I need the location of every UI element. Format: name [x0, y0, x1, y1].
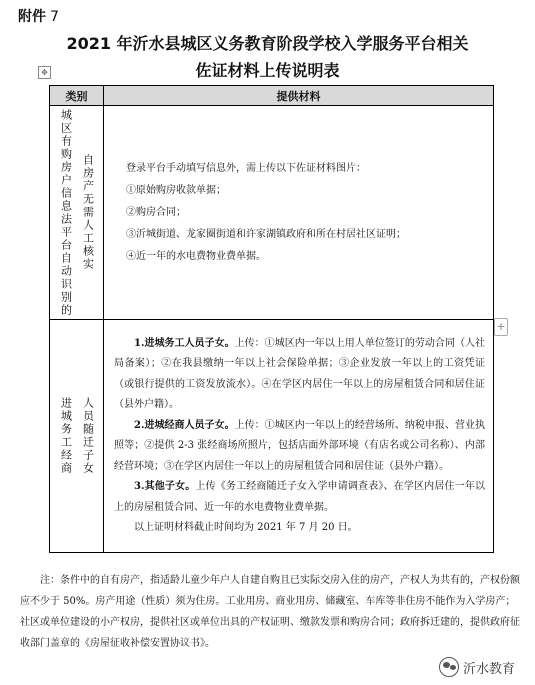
footnote — [20, 570, 520, 654]
materials-cell — [104, 320, 494, 553]
category-text-col1: 城区有购房户信息法平台自动识别的 — [59, 108, 73, 317]
material-text: 上传：①城区内一年以上用人单位签订的劳动合同（人社局备案）；②在我县缴纳一年以上社会保险单据；③企业发放一年以上的工资凭证（或银行提供的工资发放流水）。④在学区内居住一年以上的房屋租赁合同和居住证（县外户籍）。 — [114, 337, 485, 410]
material-text: 上传《务工经商随迁子女入学申请调查表》、在学区内居住一年以上的房屋租赁合同、近一年的水电费物业费单据。 — [114, 481, 485, 513]
header-materials: 提供材料 — [104, 86, 494, 106]
material-line: ②购房合同； — [126, 206, 186, 218]
material-text: 上传：①城区内一年以上的经营场所、纳税申报、营业执照等；②提供 2-3 张经商场所照片，包括店面外部环境（有店名或公司名称）、内部经营环境；③在学区内居住一年以上的房屋租赁合同和居住证（县外户籍）。 — [114, 419, 485, 472]
wechat-icon — [439, 657, 459, 677]
material-heading: 2.进城经商人员子女。 — [134, 419, 235, 431]
materials-table — [49, 85, 494, 553]
material-paragraph — [114, 477, 485, 518]
plus-icon[interactable]: + — [494, 318, 508, 336]
category-text-col1: 进城务工经商 — [59, 397, 73, 475]
category-cell — [50, 320, 104, 553]
page-title-line1: 2021 年沂水县城区义务教育阶段学校入学服务平台相关 — [66, 34, 469, 53]
material-line: ④近一年的水电费物业费单据。 — [126, 250, 266, 262]
category-text-col2: 自房产无需人工核实 — [81, 154, 95, 271]
category-text-col2: 人员随迁子女 — [81, 397, 95, 475]
footnote-text: 注：条件中的自有房产，指适龄儿童少年户人自建自购且已实际交房入住的房产，产权人为共有的，产权份额应不少于 50%。房产用途（性质）须为住房。工业用房、商业用房、储藏室、车库等非住房不能作为入学房产；社区或单位建设的小产权房，提供社区或单位出具的产权证明、缴款发票和购房合同；政府拆迁建的，提供政府征收部门盖章的《房屋征收补偿安置协议书》。 — [20, 575, 520, 649]
material-line: ③沂城街道、龙家圈街道和许家湖镇政府和所在村居社区证明； — [126, 228, 406, 240]
material-line: ①原始购房收款单据； — [126, 184, 226, 196]
material-paragraph — [114, 518, 485, 539]
page-title-line2: 佐证材料上传说明表 — [195, 61, 340, 80]
table-row — [50, 106, 494, 320]
material-text: 以上证明材料截止时间均为 2021 年 7 月 20 日。 — [134, 522, 358, 533]
material-paragraph — [114, 416, 485, 478]
attachment-label-text: 附件 — [18, 9, 46, 25]
material-paragraph — [114, 334, 485, 416]
material-heading: 3.其他子女。 — [134, 481, 196, 492]
watermark-text: 沂水教育 — [462, 661, 515, 677]
materials-cell — [104, 106, 494, 320]
table-row — [50, 320, 494, 553]
attachment-number: 7 — [50, 9, 59, 25]
category-cell — [50, 106, 104, 320]
move-handle-icon[interactable]: ✥ — [38, 66, 51, 79]
table-header-row — [50, 86, 494, 106]
attachment-label — [18, 6, 59, 26]
material-heading: 1.进城务工人员子女。 — [134, 337, 235, 349]
material-line: 登录平台手动填写信息外，需上传以下佐证材料图片： — [126, 162, 366, 174]
watermark — [435, 655, 519, 679]
header-category: 类别 — [50, 86, 104, 106]
